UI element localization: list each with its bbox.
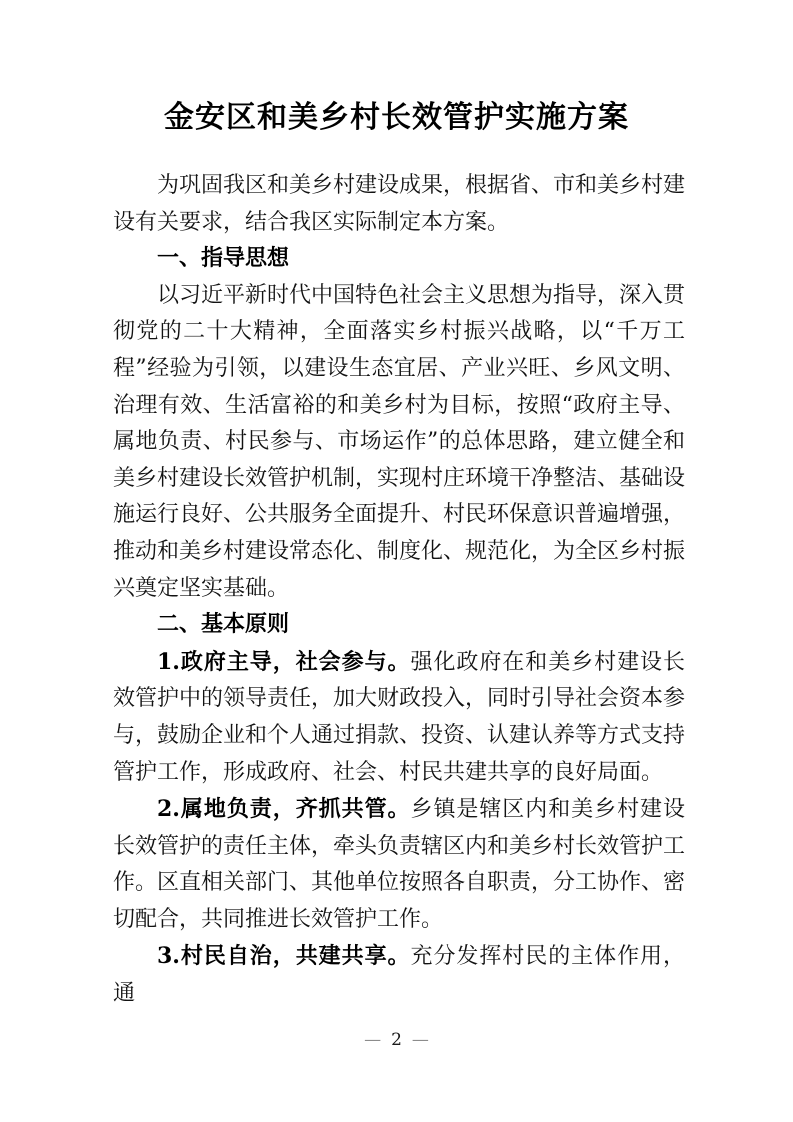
- document-title: 金安区和美乡村长效管护实施方案: [164, 100, 629, 135]
- principle-3-text: 充分发挥村民的主体作用，通: [113, 944, 685, 1007]
- principle-1-text: 强化政府在和美乡村建设长效管护中的领导责任，加大财政投入，同时引导社会资本参与，鼓励企业和个人通过捐款、投资、认建认养等方式支持管护工作，形成政府、社会、村民共建共享的良好局面。: [113, 649, 686, 785]
- principle-2-lead: 2.属地负责，齐抓共管。: [157, 796, 411, 823]
- section-heading-guiding-ideology: 一、指导思想: [157, 246, 290, 272]
- principle-item-3: [113, 938, 685, 1012]
- page-footer: [0, 1028, 793, 1052]
- document-body: [113, 168, 685, 1013]
- principle-3-lead: 3.村民自治，共建共享。: [157, 943, 411, 970]
- section-heading-basic-principles: 二、基本原则: [157, 612, 290, 638]
- page-number: 2: [391, 1030, 402, 1050]
- principle-item-2: [113, 791, 685, 938]
- guiding-ideology-paragraph: 以习近平新时代中国特色社会主义思想为指导，深入贯彻党的二十大精神，全面落实乡村振兴战略，以“千万工程”经验为引领，以建设生态宜居、产业兴旺、乡风文明、治理有效、生活富裕的和美乡村为目标，按照“政府主导、属地负责、村民参与、市场运作”的总体思路，建立健全和美乡村建设长效管护机制，实现村庄环境干净整洁、基础设施运行良好、公共服务全面提升、村民环保意识普遍增强，推动和美乡村建设常态化、制度化、规范化，为全区乡村振兴奠定坚实基础。: [113, 282, 686, 601]
- intro-paragraph: 为巩固我区和美乡村建设成果，根据省、市和美乡村建设有关要求，结合我区实际制定本方案。: [113, 173, 686, 235]
- footer-left-dash: —: [364, 1030, 382, 1050]
- principle-2-text: 乡镇是辖区内和美乡村建设长效管护的责任主体，牵头负责辖区内和美乡村长效管护工作。区直相关部门、其他单位按照各自职责，分工协作、密切配合，共同推进长效管护工作。: [113, 797, 686, 932]
- principle-item-1: [113, 644, 685, 791]
- principle-1-lead: 1.政府主导，社会参与。: [157, 648, 411, 675]
- footer-right-dash: —: [411, 1030, 429, 1050]
